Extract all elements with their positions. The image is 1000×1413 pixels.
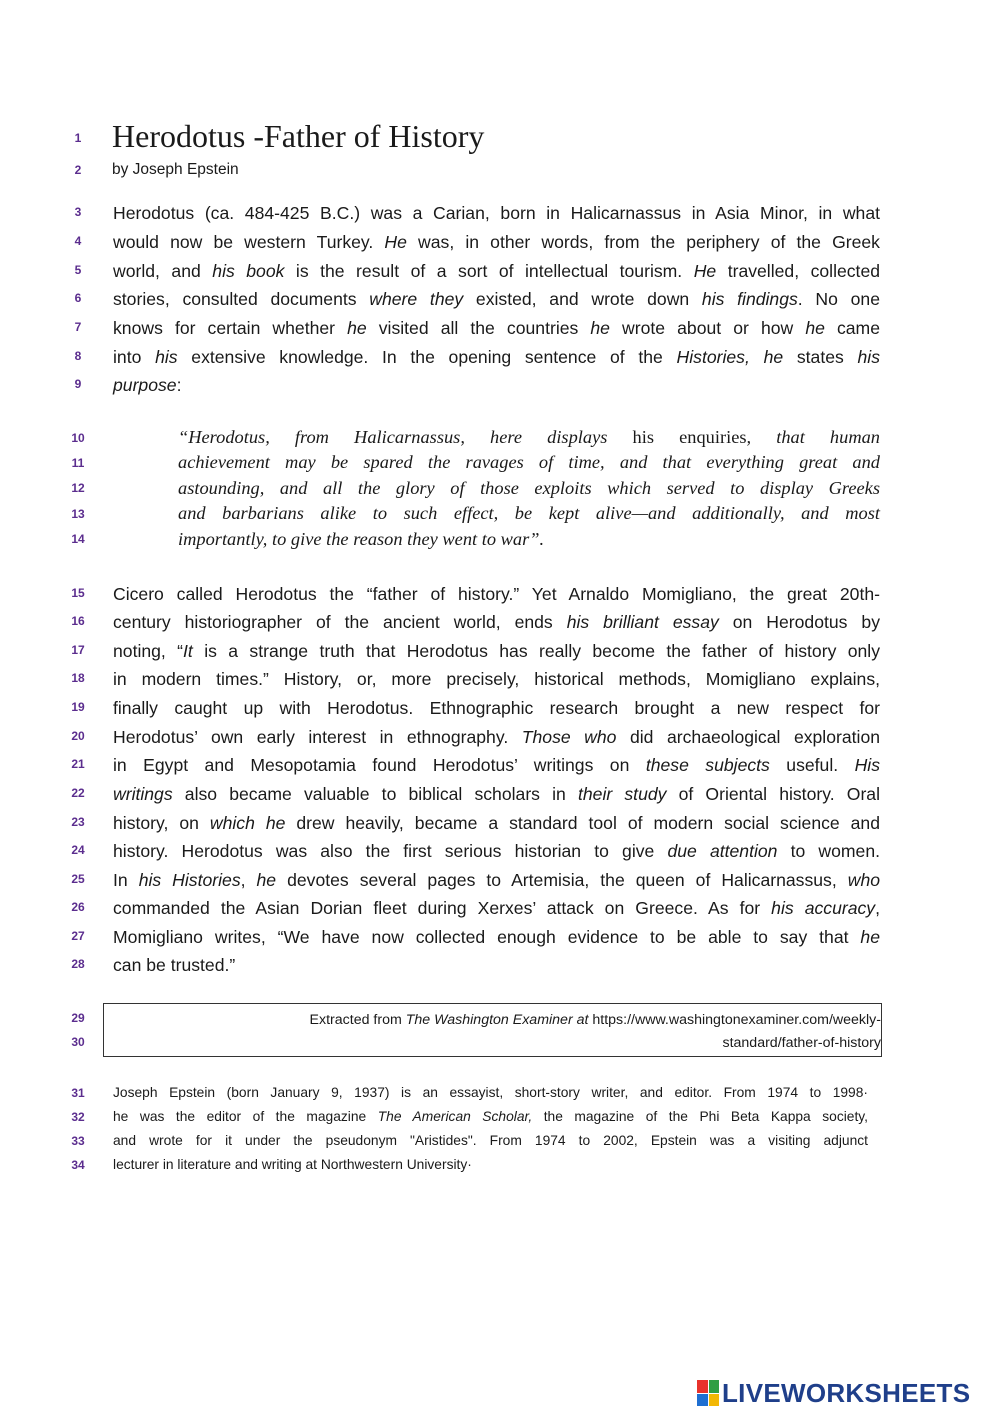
quote-line: achievement may be spared the ravages of time, and that everything great and	[178, 452, 880, 472]
line-number: 30	[71, 1035, 85, 1049]
line-number: 1	[74, 131, 82, 145]
text-line: into his extensive knowledge. In the opening sentence of the Histories, he states his	[113, 347, 880, 367]
text-line: Cicero called Herodotus the “father of history.” Yet Arnaldo Momigliano, the great 20th-	[113, 584, 880, 604]
bio-line: Joseph Epstein (born January 9, 1937) is an essayist, short-story writer, and editor. From 1974 to 1998·	[113, 1085, 868, 1100]
text-line: purpose:	[113, 375, 182, 395]
page-title: Herodotus -Father of History	[112, 118, 485, 154]
text-line: history. Herodotus was also the first serious historian to give due attention to women.	[113, 841, 880, 861]
text-line: century historiographer of the ancient world, ends his brilliant essay on Herodotus by	[113, 612, 881, 632]
text-line: Herodotus’ own early interest in ethnography. Those who did archaeological exploration	[113, 727, 881, 747]
line-number: 2	[74, 163, 82, 177]
line-number: 28	[71, 957, 85, 971]
text-line: writings also became valuable to biblical scholars in their study of Oriental history. Oral	[113, 784, 880, 804]
line-number: 9	[74, 377, 82, 391]
line-number: 29	[71, 1011, 85, 1025]
line-number: 24	[71, 843, 85, 857]
line-number: 21	[71, 757, 85, 771]
logo-square	[709, 1394, 720, 1407]
line-number: 23	[71, 815, 85, 829]
liveworksheets-logo	[697, 1376, 970, 1410]
line-number: 5	[74, 263, 82, 277]
line-number: 17	[71, 643, 85, 657]
quote-line: importantly, to give the reason they went to war”.	[178, 529, 545, 549]
line-number: 34	[71, 1158, 85, 1172]
text-line: stories, consulted documents where they existed, and wrote down his findings. No one	[113, 289, 880, 309]
text-line: world, and his book is the result of a sort of intellectual tourism. He travelled, collected	[113, 261, 881, 281]
line-number: 20	[71, 729, 85, 743]
quote-line: and barbarians alike to such effect, be kept alive—and additionally, and most	[178, 503, 880, 523]
line-number: 31	[71, 1086, 85, 1100]
line-number: 12	[71, 481, 85, 495]
line-number: 15	[71, 586, 85, 600]
line-number: 14	[71, 532, 85, 546]
text-line: would now be western Turkey. He was, in other words, from the periphery of the Greek	[113, 232, 880, 252]
text-line: noting, “It is a strange truth that Herodotus has really become the father of history only	[113, 641, 880, 661]
text-line: history, on which he drew heavily, became a standard tool of modern social science and	[113, 813, 880, 833]
liveworksheets-logo-icon	[697, 1380, 719, 1406]
line-number: 8	[74, 349, 82, 363]
source-line-1: Extracted from The Washington Examiner at https://www.washingtonexaminer.com/weekly-	[309, 1012, 881, 1028]
line-number: 10	[71, 431, 85, 445]
line-number: 18	[71, 671, 85, 685]
quote-line: astounding, and all the glory of those exploits which served to display Greeks	[178, 478, 880, 498]
bio-line: lecturer in literature and writing at Northwestern University·	[113, 1157, 472, 1172]
text-line: In his Histories, he devotes several pages to Artemisia, the queen of Halicarnassus, who	[113, 870, 881, 890]
line-number: 32	[71, 1110, 85, 1124]
text-line: knows for certain whether he visited all the countries he wrote about or how he came	[113, 318, 880, 338]
line-number: 16	[71, 614, 85, 628]
line-number: 27	[71, 929, 85, 943]
text-line: can be trusted.”	[113, 955, 236, 975]
line-number: 33	[71, 1134, 85, 1148]
line-number: 19	[71, 700, 85, 714]
source-box	[103, 1003, 882, 1057]
logo-square	[709, 1380, 720, 1393]
logo-square	[697, 1394, 708, 1407]
text-line: Herodotus (ca. 484-425 B.C.) was a Carian, born in Halicarnassus in Asia Minor, in what	[113, 203, 880, 223]
text-line: in modern times.” History, or, more precisely, historical methods, Momigliano explains,	[113, 669, 880, 689]
line-number: 3	[74, 205, 82, 219]
bio-line: and wrote for it under the pseudonym "Aristides". From 1974 to 2002, Epstein was a visiting adjunct	[113, 1133, 868, 1148]
logo-text: LIVEWORKSHEETS	[722, 1377, 971, 1408]
line-number: 25	[71, 872, 85, 886]
line-number: 22	[71, 786, 85, 800]
bio-line: he was the editor of the magazine The American Scholar, the magazine of the Phi Beta Kappa society,	[113, 1109, 868, 1124]
byline: by Joseph Epstein	[112, 161, 239, 178]
line-number: 7	[74, 320, 82, 334]
quote-line: “Herodotus, from Halicarnassus, here displays his enquiries, that human	[178, 427, 880, 447]
text-line: finally caught up with Herodotus. Ethnographic research brought a new respect for	[113, 698, 880, 718]
text-line: commanded the Asian Dorian fleet during Xerxes’ attack on Greece. As for his accuracy,	[113, 898, 880, 918]
text-line: Momigliano writes, “We have now collected enough evidence to be able to say that he	[113, 927, 880, 947]
line-number: 13	[71, 507, 85, 521]
text-line: in Egypt and Mesopotamia found Herodotus’ writings on these subjects useful. His	[113, 755, 880, 775]
source-line-2: standard/father-of-history	[722, 1035, 881, 1051]
line-number: 26	[71, 900, 85, 914]
line-number: 6	[74, 291, 82, 305]
logo-square	[697, 1380, 708, 1393]
line-number: 11	[71, 456, 85, 470]
line-number: 4	[74, 234, 82, 248]
